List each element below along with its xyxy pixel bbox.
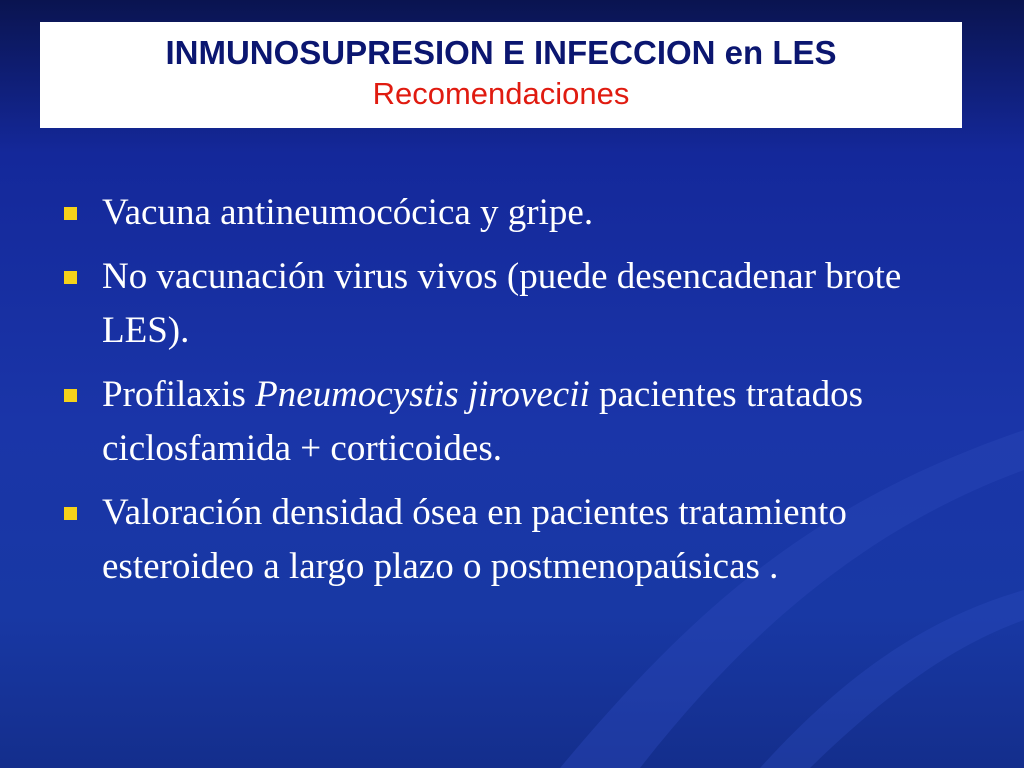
- bullet-text-italic: Pneumocystis jirovecii: [255, 374, 590, 415]
- title-box: [40, 22, 962, 128]
- bullet-square-icon: [64, 507, 77, 520]
- bullet-list: [64, 186, 964, 604]
- bullet-item: [64, 186, 964, 240]
- bullet-square-icon: [64, 389, 77, 402]
- bullet-item: [64, 486, 964, 594]
- bullet-square-icon: [64, 207, 77, 220]
- bullet-square-icon: [64, 271, 77, 284]
- bullet-item: [64, 368, 964, 476]
- slide-subtitle: Recomendaciones: [372, 76, 630, 111]
- bullet-text-after: pacientes tratados ciclosfamida + corticoides.: [102, 374, 864, 469]
- bullet-text: No vacunación virus vivos (puede desencadenar brote LES).: [102, 256, 902, 351]
- slide-title: INMUNOSUPRESION E INFECCION en LES: [165, 34, 837, 71]
- bullet-text-before: Profilaxis: [102, 374, 256, 415]
- bullet-text: Vacuna antineumocócica y gripe.: [102, 192, 594, 233]
- bullet-text: Valoración densidad ósea en pacientes tratamiento esteroideo a largo plazo o postmenopaúsicas .: [102, 492, 847, 587]
- bullet-item: [64, 250, 964, 358]
